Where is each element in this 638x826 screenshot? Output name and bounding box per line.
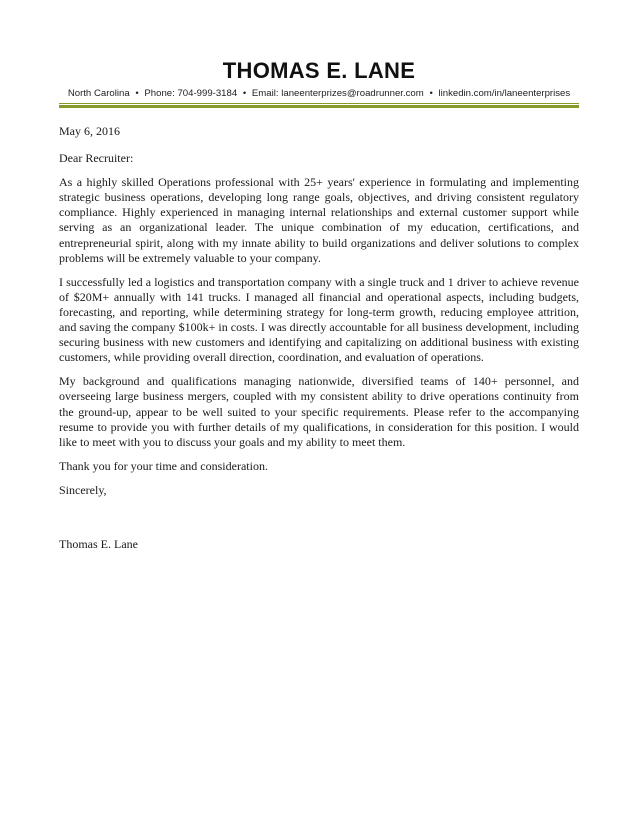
sender-location: North Carolina <box>67 88 130 99</box>
bullet-separator: • <box>135 88 139 99</box>
sender-name: THOMAS E. LANE <box>222 58 416 83</box>
closing: Sincerely, <box>59 482 107 497</box>
header-divider-thick <box>59 105 579 108</box>
thank-you-line: Thank you for your time and consideration. <box>59 458 268 473</box>
letterhead <box>59 58 579 100</box>
body-paragraph-1: As a highly skilled Operations professional with 25+ years' experience in formulating and implementing strategic business operations, developing long range goals, objectives, and driving consistent regulatory compliance. Highly experienced in managing internal relationships and external customer support while serving as an organizational leader. The unique combination of my education, certifications, and entrepreneurial spirit, along with my innate ability to build organizations and deliver solutions to complex problems will be extremely valuable to your company. <box>59 175 579 265</box>
salutation: Dear Recruiter: <box>59 151 134 166</box>
sender-phone: Phone: 704-999-3184 <box>144 88 238 99</box>
bullet-separator: • <box>429 88 433 99</box>
body-paragraph-2: I successfully led a logistics and transportation company with a single truck and 1 driver to achieve revenue of $20M+ annually with 141 trucks. I managed all financial and operational aspects, including budgets, forecasting, and reporting, while determining strategy for long-term growth, reducing employee attrition, and saving the company $100k+ in costs. I was directly accountable for all business development, including securing business with new customers and identifying and capitalizing on additional business with existing customers, while providing overall direction, coordination, and evaluation of operations. <box>59 274 579 365</box>
body-paragraph-3: My background and qualifications managing nationwide, diversified teams of 140+ personnel, and overseeing large business mergers, coupled with my consistent ability to drive operations continuity from the ground-up, appear to be well suited to your specific requirements. Please refer to the accompanying resume to provide you with further details of my qualifications, in consideration for this position. I would like to meet with you to discuss your goals and my ability to meet them. <box>59 374 579 449</box>
sender-linkedin: linkedin.com/in/laneenterprises <box>438 88 571 99</box>
signature-space <box>59 507 579 537</box>
bullet-separator: • <box>242 88 247 99</box>
letter-body <box>59 124 579 561</box>
signature-name: Thomas E. Lane <box>59 536 138 551</box>
sender-email: Email: laneenterprizes@roadrunner.com <box>251 88 424 99</box>
header-divider-thin <box>59 103 579 104</box>
contact-line <box>59 88 579 100</box>
letter-date: May 6, 2016 <box>59 124 120 138</box>
